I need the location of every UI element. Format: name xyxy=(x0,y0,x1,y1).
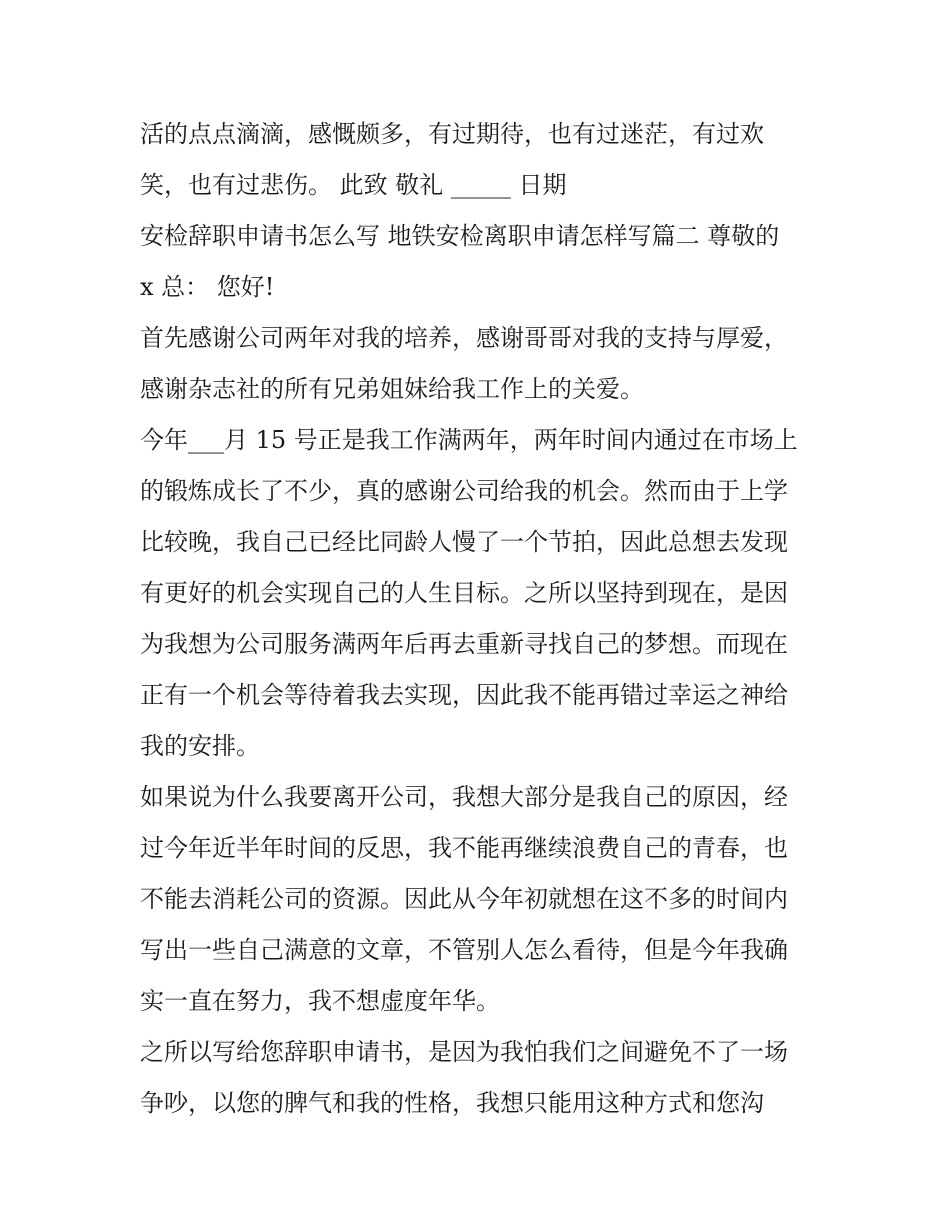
text-line: 过今年近半年时间的反思，我不能再继续浪费自己的青春，也 xyxy=(140,834,788,862)
text-line: 写出一些自己满意的文章，不管别人怎么看待，但是今年我确 xyxy=(140,936,788,964)
text-line: 今年___月 15 号正是我工作满两年，两年时间内通过在市场上 xyxy=(140,426,798,454)
text-line: 笑，也有过悲伤。 此致 敬礼 _____ 日期 xyxy=(140,171,567,199)
text-line: 的锻炼成长了不少，真的感谢公司给我的机会。然而由于上学 xyxy=(140,477,788,505)
document-text xyxy=(140,109,820,1129)
text-line: 之所以写给您辞职申请书，是因为我怕我们之间避免不了一场 xyxy=(140,1038,788,1066)
text-line: 比较晚，我自己已经比同龄人慢了一个节拍，因此总想去发现 xyxy=(140,528,788,556)
text-line: 不能去消耗公司的资源。因此从今年初就想在这不多的时间内 xyxy=(140,885,788,913)
text-line: 首先感谢公司两年对我的培养，感谢哥哥对我的支持与厚爱， xyxy=(140,324,788,352)
text-line: 感谢杂志社的所有兄弟姐妹给我工作上的关爱。 xyxy=(140,375,644,403)
text-line: 安检辞职申请书怎么写 地铁安检离职申请怎样写篇二 尊敬的 xyxy=(140,222,780,250)
text-line: 活的点点滴滴，感慨颇多，有过期待，也有过迷茫，有过欢 xyxy=(140,120,764,148)
text-line: x 总： 您好! xyxy=(140,273,275,301)
text-line: 正有一个机会等待着我去实现，因此我不能再错过幸运之神给 xyxy=(140,681,788,709)
text-line: 争吵，以您的脾气和我的性格，我想只能用这种方式和您沟 xyxy=(140,1089,764,1117)
text-line: 实一直在努力，我不想虚度年华。 xyxy=(140,987,500,1015)
text-line: 我的安排。 xyxy=(140,732,260,760)
text-line: 有更好的机会实现自己的人生目标。之所以坚持到现在，是因 xyxy=(140,579,788,607)
text-line: 为我想为公司服务满两年后再去重新寻找自己的梦想。而现在 xyxy=(140,630,788,658)
text-line: 如果说为什么我要离开公司，我想大部分是我自己的原因，经 xyxy=(140,783,788,811)
